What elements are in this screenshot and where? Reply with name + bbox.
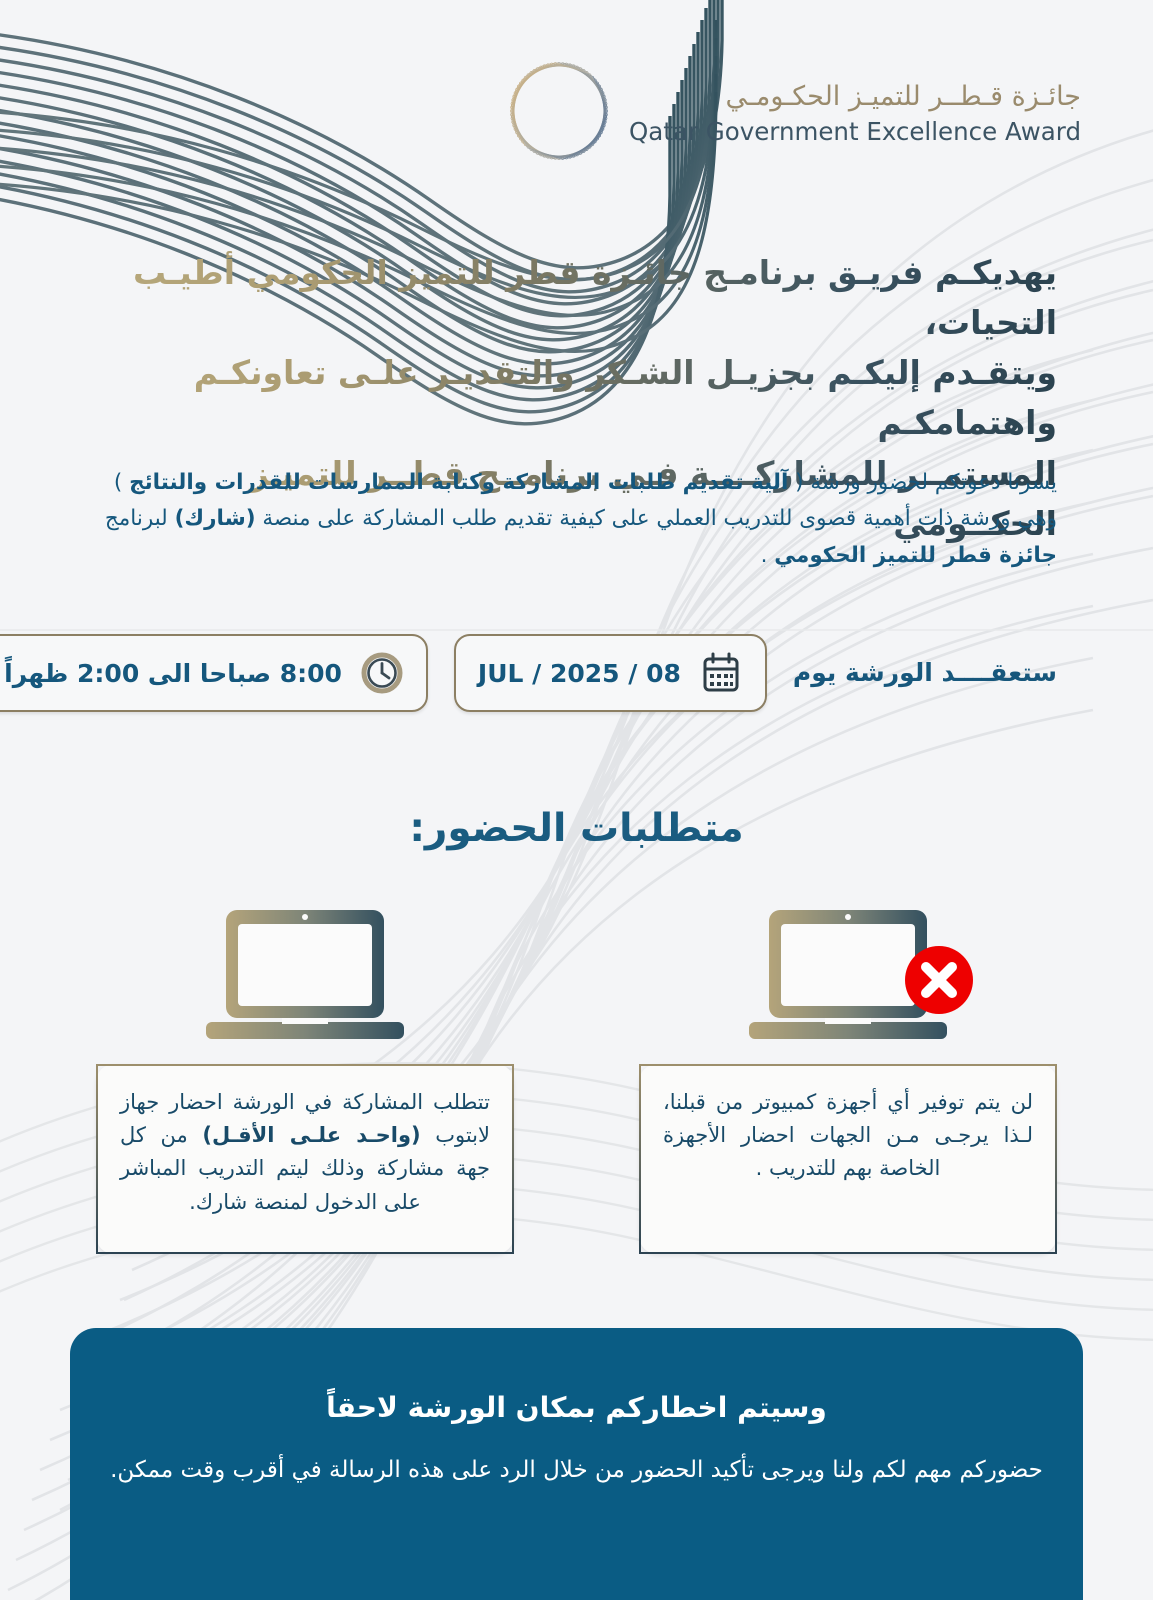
intro-bold-3: جائزة قطر للتميز الحكومي (774, 543, 1057, 569)
schedule-row (4, 634, 1057, 712)
banner-subtitle: حضوركم مهم لكم ولنا ويرجى تأكيد الحضور من خلال الرد على هذه الرسالة في أقرب وقت ممكن. (110, 1457, 1043, 1484)
laptop-illustration-ok (200, 900, 410, 1050)
intro-text-5: . (760, 543, 775, 569)
intro-text-3: وهي ورشة ذات أهمية قصوى للتدريب العملي على كيفية تقديم طلب المشاركة على منصة (255, 506, 1057, 532)
octagon-star-icon (503, 52, 615, 170)
intro-text-2: ) (113, 469, 130, 495)
calendar-icon (699, 651, 743, 695)
x-circle-icon (903, 944, 975, 1016)
brand-wordmark (629, 74, 1081, 148)
laptop-illustration-denied (743, 900, 953, 1050)
requirement-card (96, 1064, 514, 1254)
intro-text-4: لبرنامج (104, 506, 168, 532)
requirement-item-no-computers-provided (639, 900, 1057, 1254)
laptop-icon (200, 900, 410, 1050)
requirement-item-laptop-required (96, 900, 514, 1254)
date-chip[interactable] (454, 634, 767, 712)
requirement-text-1a: تتطلب المشاركة في الورشة احضار جهاز لابتوب (120, 1090, 490, 1148)
requirements-columns (96, 900, 1057, 1254)
headline-line-1: يهديكـم فريـق برنامـج جائـزة قطر للتميز الحكومي أطيـب التحيات، (133, 253, 1057, 343)
brand-logo (503, 52, 1081, 170)
brand-name-arabic: جائـزة قـطــر للتميـز الحكـومـي (725, 81, 1081, 113)
banner-title: وسيتم اخطاركم بمكان الورشة لاحقاً (326, 1391, 827, 1424)
requirements-heading: متطلبات الحضور: (409, 806, 744, 851)
requirement-text-1b: (واحـد علـى الأقـل) (202, 1123, 421, 1148)
schedule-label: ستعقــــد الورشة يوم (792, 658, 1057, 688)
brand-name-english: Qatar Government Excellence Award (628, 116, 1081, 146)
clock-icon (360, 651, 404, 695)
headline-line-2: ويتقـدم إليكـم بجزيـل الشـكر والتقديـر علـى تعاونكـم واهتمامكـم (193, 353, 1057, 443)
intro-bold-1: آلية تقديم طلبات المشاركة وكتابة الممارسات للقدرات والنتائج (129, 469, 789, 495)
date-value: 08 / JUL / 2025 (477, 658, 681, 688)
header (0, 52, 1153, 182)
footer-banner (70, 1328, 1083, 1600)
intro-bold-2: (شارك) (174, 506, 256, 532)
intro-text-1: يسرنا دعوتكم لحضور ورشة ( (788, 469, 1057, 495)
requirement-text-2a: لن يتم توفير أي أجهزة كمبيوتر من قبلنا، لـذا يرجـى مـن الجهات احضار الأجهزة الخاصة بهم للتدريب . (663, 1090, 1033, 1181)
headline-line-3: المستمــر للمشاركــــة فـي برنامــج قطــر للتميـز الحكــومي (249, 453, 1057, 543)
requirement-text-1c: من كل جهة مشاركة وذلك ليتم التدريب المباشر على الدخول لمنصة شارك. (120, 1123, 490, 1214)
time-chip[interactable] (0, 634, 428, 712)
invitation-paragraph (96, 465, 1057, 576)
requirement-card (639, 1064, 1057, 1254)
time-value: 8:00 صباحا الى 2:00 ظهراً (4, 658, 342, 688)
